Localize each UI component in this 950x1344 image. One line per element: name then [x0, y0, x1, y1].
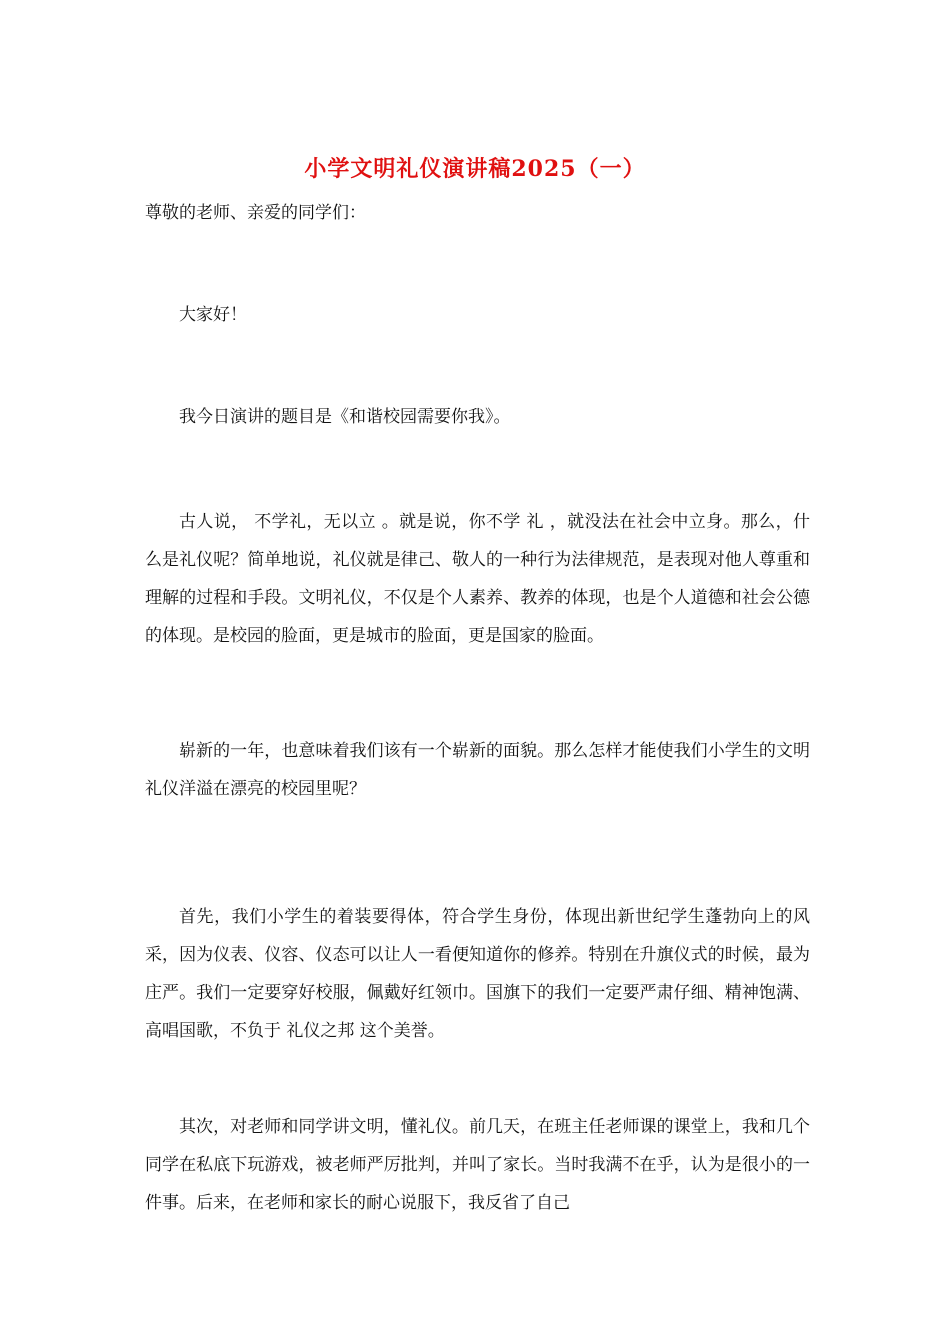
paragraph-topic: 我今日演讲的题目是《和谐校园需要你我》。 [179, 407, 511, 427]
salutation: 尊敬的老师、亲爱的同学们： [145, 203, 366, 223]
document-title: 小学文明礼仪演讲稿2025（一） [304, 156, 646, 182]
paragraph-second-point: 其次，对老师和同学讲文明，懂礼仪。前几天，在班主任老师课的课堂上，我和几个同学在私底下玩游戏，被老师严厉批判，并叫了家长。当时我满不在乎，认为是很小的一件事。后来，在老师和家长的耐心说服下，我反省了自己 [145, 1117, 810, 1213]
paragraph-first-point: 首先，我们小学生的着装要得体，符合学生身份，体现出新世纪学生蓬勃向上的风采，因为仪表、仪容、仪态可以让人一看便知道你的修养。特别在升旗仪式的时候，最为庄严。我们一定要穿好校服，佩戴好红领巾。国旗下的我们一定要严肃仔细、精神饱满、高唱国歌，不负于 礼仪之邦 这个美誉。 [145, 907, 810, 1041]
paragraph-etiquette-definition: 古人说， 不学礼，无以立 。就是说，你不学 礼 ，就没法在社会中立身。那么，什么是礼仪呢？简单地说，礼仪就是律己、敬人的一种行为法律规范，是表现对他人尊重和理解的过程和手段。文明礼仪，不仅是个人素养、教养的体现，也是个人道德和社会公德的体现。是校园的脸面，更是城市的脸面，更是国家的脸面。 [145, 512, 810, 646]
paragraph-new-year: 崭新的一年，也意味着我们该有一个崭新的面貌。那么怎样才能使我们小学生的文明礼仪洋溢在漂亮的校园里呢？ [145, 741, 810, 799]
paragraph-greeting: 大家好！ [179, 305, 247, 325]
